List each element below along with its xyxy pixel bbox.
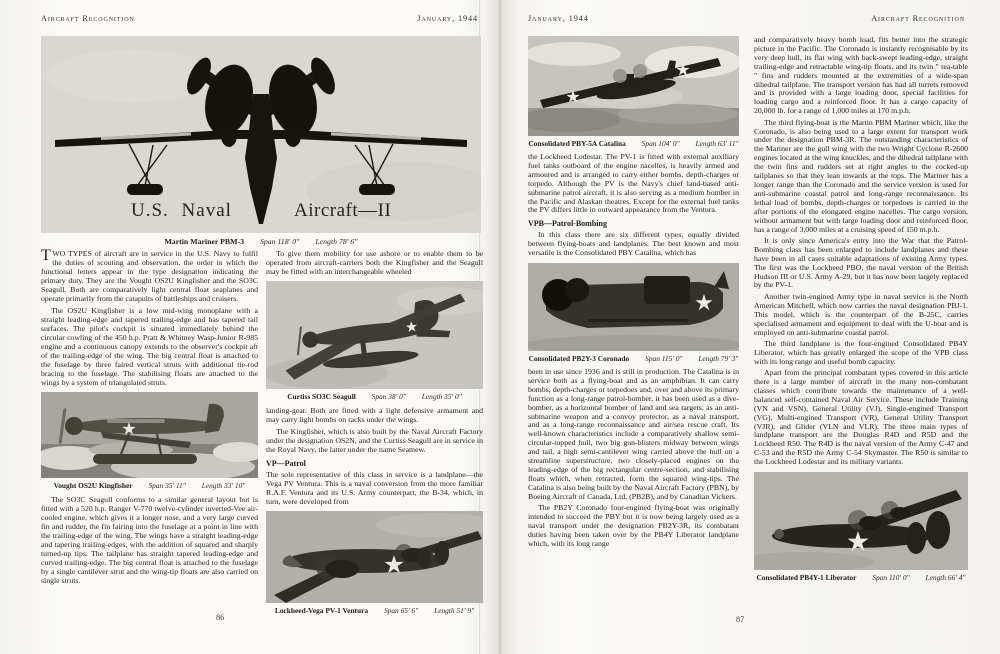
caption-span: Span 65' 6" [383, 605, 419, 615]
paragraph: The PB2Y Coronado four-engined flying-boat was originally intended to succeed the PBY but it is now being largely used as a naval transport under the designation PB2Y-3R, its combatant duties having been taken over by the PB4Y Liberator landplane which, with its long range [528, 503, 739, 548]
paragraph: The OS2U Kingfisher is a low mid-wing monoplane with a straight leading-edge and tapered trailing-edge and has tapered tail surfaces. The pilot's cockpit is situated immediately behind the circular cowling of the 450 h.p. Pratt & Whitney Wasp-Junior R-985 engine and a continuous canopy extends to the observer's cockpit aft of the trailing-edge of the wing. The big central float is attached to the fuselage by three faired vertical struts with additional tie-rod bracing to the fuselage. The stabilising floats are attached to the wings by a system of triangulated struts. [41, 305, 258, 387]
photo-consolidated-pb2y3-coronado [528, 263, 739, 351]
caption-length: Length 51' 9" [434, 605, 475, 615]
paragraph: Apart from the principal combatant types covered in this article there is a large number of aircraft in the many non-combatant classes which contribute towards the maintenance of a well-balanced self-contained Naval Air Service. These include Training (VN and VSN), General Utility (VJ), Single-engined Transport (VG), Multi-engined Transport (VR), General Utility Transport (VJR), and Glider (VLN and VLR). The three main types of landplane transport are the Douglas R4D and R5D and the Lockheed R50. The R4D is the naval version of the Army C-47 and C-53 and the R5D the Army C-54 Skymaster. The R50 is similar to the Lockheed Lodestar and its military variants. [754, 368, 968, 467]
photo-curtiss-so3c-seagull [266, 281, 483, 389]
caption-span: Span 35' 11" [148, 480, 186, 490]
left-page-column-2 [266, 249, 483, 620]
paragraph: The third landplane is the four-engined Consolidated PB4Y Liberator, which has greatly enlarged the scope of the VPB class with its long range and useful bomb capacity. [754, 338, 968, 366]
right-page-column-2 [754, 36, 968, 587]
caption-span: Span 110' 0" [872, 573, 910, 583]
running-head-date: January, 1944 [528, 14, 589, 23]
caption-length: Length 35' 0" [421, 392, 462, 401]
running-head-right-page [528, 14, 965, 23]
paragraph: and comparatively heavy bomb load, fits better into the strategic picture in the Pacific. The Coronado is instantly recognisable by its very deep hull, its flat wing with back-swept leading-edge, straight trailing-edge and retractable wing-tip floats, and its twin " tea-table " fins and rudders mounted at the extremities of a wide-span dihedral tailplane. The transport version has had all turrets removed and is provided with a large loading door, special facilities for loading cargo and a reinforced floor. It has a cargo capacity of 20,000 lb. for a range of 1,000 miles at 170 m.p.h. [754, 35, 968, 116]
caption-ventura [266, 605, 483, 616]
caption-liberator [754, 572, 968, 583]
page-number-87: 87 [736, 615, 745, 624]
caption-seagull [266, 391, 483, 402]
caption-length: Length 66' 4" [925, 573, 966, 583]
kingfisher-silhouette-icon [41, 392, 258, 478]
paragraph: It is only since America's entry into the War that the Patrol-Bombing class has been enlarged to include landplanes and these have been in all cases suitable adaptations of existing Army types. The first was the Lockheed PBO, the naval version of the British Hudson III or U.S. Army A-29, but it has now been largely replaced by the PV-1. [754, 235, 968, 290]
article-title-right: Aircraft—II [294, 200, 392, 221]
liberator-silhouette-icon [754, 472, 968, 570]
paragraph: The SO3C Seagull conforms to a similar general layout but is fitted with a 520 h.p. Ranger V-770 twelve-cylinder inverted-Vee air-cooled engine, which gives it a longer nose, and a very large curved fin and rudder, the fin fairing into the fuselage at a point in line with the trailing-edge of the wing. The wings have a straight leading-edge and tapering trailing-edges, with the addition of squared and sharply turned-up tips. The tailplane has straight tapered leading-edge and curved trailing-edge. The big central float is attached to the fuselage by a single cantilever strut and the wing-tip floats are also carried on single struts. [41, 494, 258, 585]
caption-span: Span 38' 0" [371, 392, 406, 401]
caption-length: Length 33' 10" [201, 480, 246, 490]
article-title-left: U.S. Naval [131, 200, 232, 221]
section-heading-vp-patrol: VP—Patrol [266, 458, 306, 468]
photo-consolidated-pby5a-catalina [528, 36, 739, 136]
catalina-silhouette-icon [528, 36, 739, 136]
running-head-date: January, 1944 [417, 14, 478, 23]
caption-catalina [528, 138, 739, 149]
seagull-silhouette-icon [266, 281, 483, 389]
article-title [41, 198, 481, 224]
section-heading-vpb-patrol-bombing: VPB—Patrol-Bombing [528, 219, 607, 229]
paragraph: The sole representative of this class in service is a landplane—the Vega PV Ventura. This is a naval conversion from the more familiar R.A.F. Ventura and its U.S. Army counterpart, the B-34, which, in turn, were developed from [266, 469, 483, 506]
caption-length: Length 79' 3" [698, 353, 739, 363]
paragraph: the Lockheed Lodestar. The PV-1 is fitted with external auxiliary fuel tanks outboard of the engine nacelles, is heavily armed and armoured and is arranged to carry either bombs, depth-charges or torpedo. Although the PV is the Navy's chief land-based anti-submarine patrol aircraft, it is also serving as a medium bomber in the Pacific and Alaskan theatres. Except for the external fuel tanks the PV differs little in outward appearance from the Ventura. [528, 152, 739, 215]
caption-aircraft-name: Curtiss SO3C Seagull [287, 392, 356, 401]
caption-martin-mariner [41, 236, 481, 247]
paragraph: Another twin-engined Army type in naval service is the North American Mitchell, which now carries the naval designation PBJ-1. This model, which is the counterpart of the B-25C, carries specialised armament and equipment to deal with the U-boat and is employed on anti-submarine coastal patrol. [754, 291, 968, 337]
caption-aircraft-name: Consolidated PBY-5A Catalina [528, 139, 626, 148]
caption-aircraft-name: Lockheed-Vega PV-1 Ventura [274, 605, 369, 615]
paragraph: landing-gear. Both are fitted with a light defensive armament and may carry light bombs on racks under the wings. [266, 406, 483, 424]
paragraph: The third flying-boat is the Martin PBM Mariner which, like the Coronado, is also being used to a large extent for transport work under the designation PBM-3R. The outstanding characteristics of the Mariner are the gull wing with the two Wright Cyclone R-2600 engines located at the wing knuckles, and the dihedral tailplane with the twin fins and rudders set at right angles to the cocked-up tailplanes so that they lean inwards at the tops. The Mariner has a longer range than the Coronado and the service version is used for anti-submarine coastal patrol and long-range reconnaissance. Its lethal load of bombs, depth-charges or torpedoes is carried in the after portions of the elongated engine nacelles. The cargo version, without armament but with large loading door and reinforced floor, has a range of 3,000 miles at a cruising speed of 150 m.p.h. [754, 117, 968, 234]
left-page-column-1 [41, 249, 258, 587]
caption-aircraft-name: Consolidated PB2Y-3 Coronado [528, 353, 630, 363]
photo-vought-os2u-kingfisher [41, 392, 258, 478]
caption-coronado [528, 353, 739, 364]
caption-length: Length 63' 11" [695, 139, 739, 148]
caption-aircraft-name: Vought OS2U Kingfisher [53, 480, 133, 490]
photo-lockheed-vega-pv1-ventura [266, 511, 483, 603]
page-number-86: 86 [216, 613, 225, 622]
caption-kingfisher [41, 480, 258, 491]
paragraph: In this class there are six different types, equally divided between flying-boats and landplanes. The best known and most versatile is the Consolidated PBY Catalina, which has [528, 230, 739, 258]
caption-span: Span 115' 0" [645, 353, 683, 363]
drop-cap: T [41, 247, 51, 264]
photo-martin-mariner-pbm3 [41, 36, 481, 233]
paragraph: To give them mobility for use ashore or to enable them to be operated from aircraft-carriers both the Kingfisher and the Seagull may be fitted with an interchangeable wheeled [266, 249, 483, 276]
spine-shadow [498, 0, 502, 654]
caption-aircraft-name: Martin Mariner PBM-3 [164, 237, 244, 246]
caption-span: Span 118' 0" [259, 237, 300, 246]
caption-span: Span 104' 0" [641, 139, 680, 148]
running-head-title: Aircraft Recognition [41, 14, 135, 23]
caption-length: Length 78' 6" [315, 237, 358, 246]
coronado-silhouette-icon [528, 263, 739, 351]
running-head-title: Aircraft Recognition [871, 14, 965, 23]
paragraph: TWO TYPES of aircraft are in service in the U.S. Navy to fulfil the duties of scouting and observation, the order in which the functional letters appear in the type designation indicating the primary duty. They are the Vought OS2U Kingfisher and the SO3C Seagull. Both are comparatively light central float seaplanes and operate primarily from the catapults of battleships and cruisers. [41, 247, 258, 303]
running-head-left-page [41, 14, 478, 23]
ventura-silhouette-icon [266, 511, 483, 603]
paragraph: been in use since 1936 and is still in production. The Catalina is in service both as a flying-boat and as an amphibian. It can carry bombs, depth-charges or torpedoes and, over and above its primary function as a long-range patrol-bomber, it has been used as a dive-bomber, as a horizontal bomber of land and sea targets, as an anti-submarine weapon and a convoy protector, as a naval transport, and as a long-range reconnaissance and air/sea rescue craft. Its well-known characteristics include a comparatively shallow semi-circular-topped hull, two big gun-blisters midway between wings and tail, a high semi-cantilever wing carried above the hull on a streamline superstructure, two closely-placed engines on the leading-edge of the big rectangular centre-section, and stabilising floats which, when retracted, form the squared wing-tips. The Catalina is also being built by the Naval Aircraft Factory (PBN), by Boeing Aircraft of Canada, Ltd. (PB2B), and by Canadian Vickers. [528, 366, 739, 501]
photo-consolidated-pb4y1-liberator [754, 472, 968, 570]
right-page-column-1 [528, 36, 739, 551]
paragraph: The Kingfisher, which is also built by the Naval Aircraft Factory under the designation OS2N, and the Curtiss Seagull are in service in the Royal Navy, the latter under the name Seamew. [266, 426, 483, 454]
caption-aircraft-name: Consolidated PB4Y-1 Liberator [756, 573, 857, 583]
